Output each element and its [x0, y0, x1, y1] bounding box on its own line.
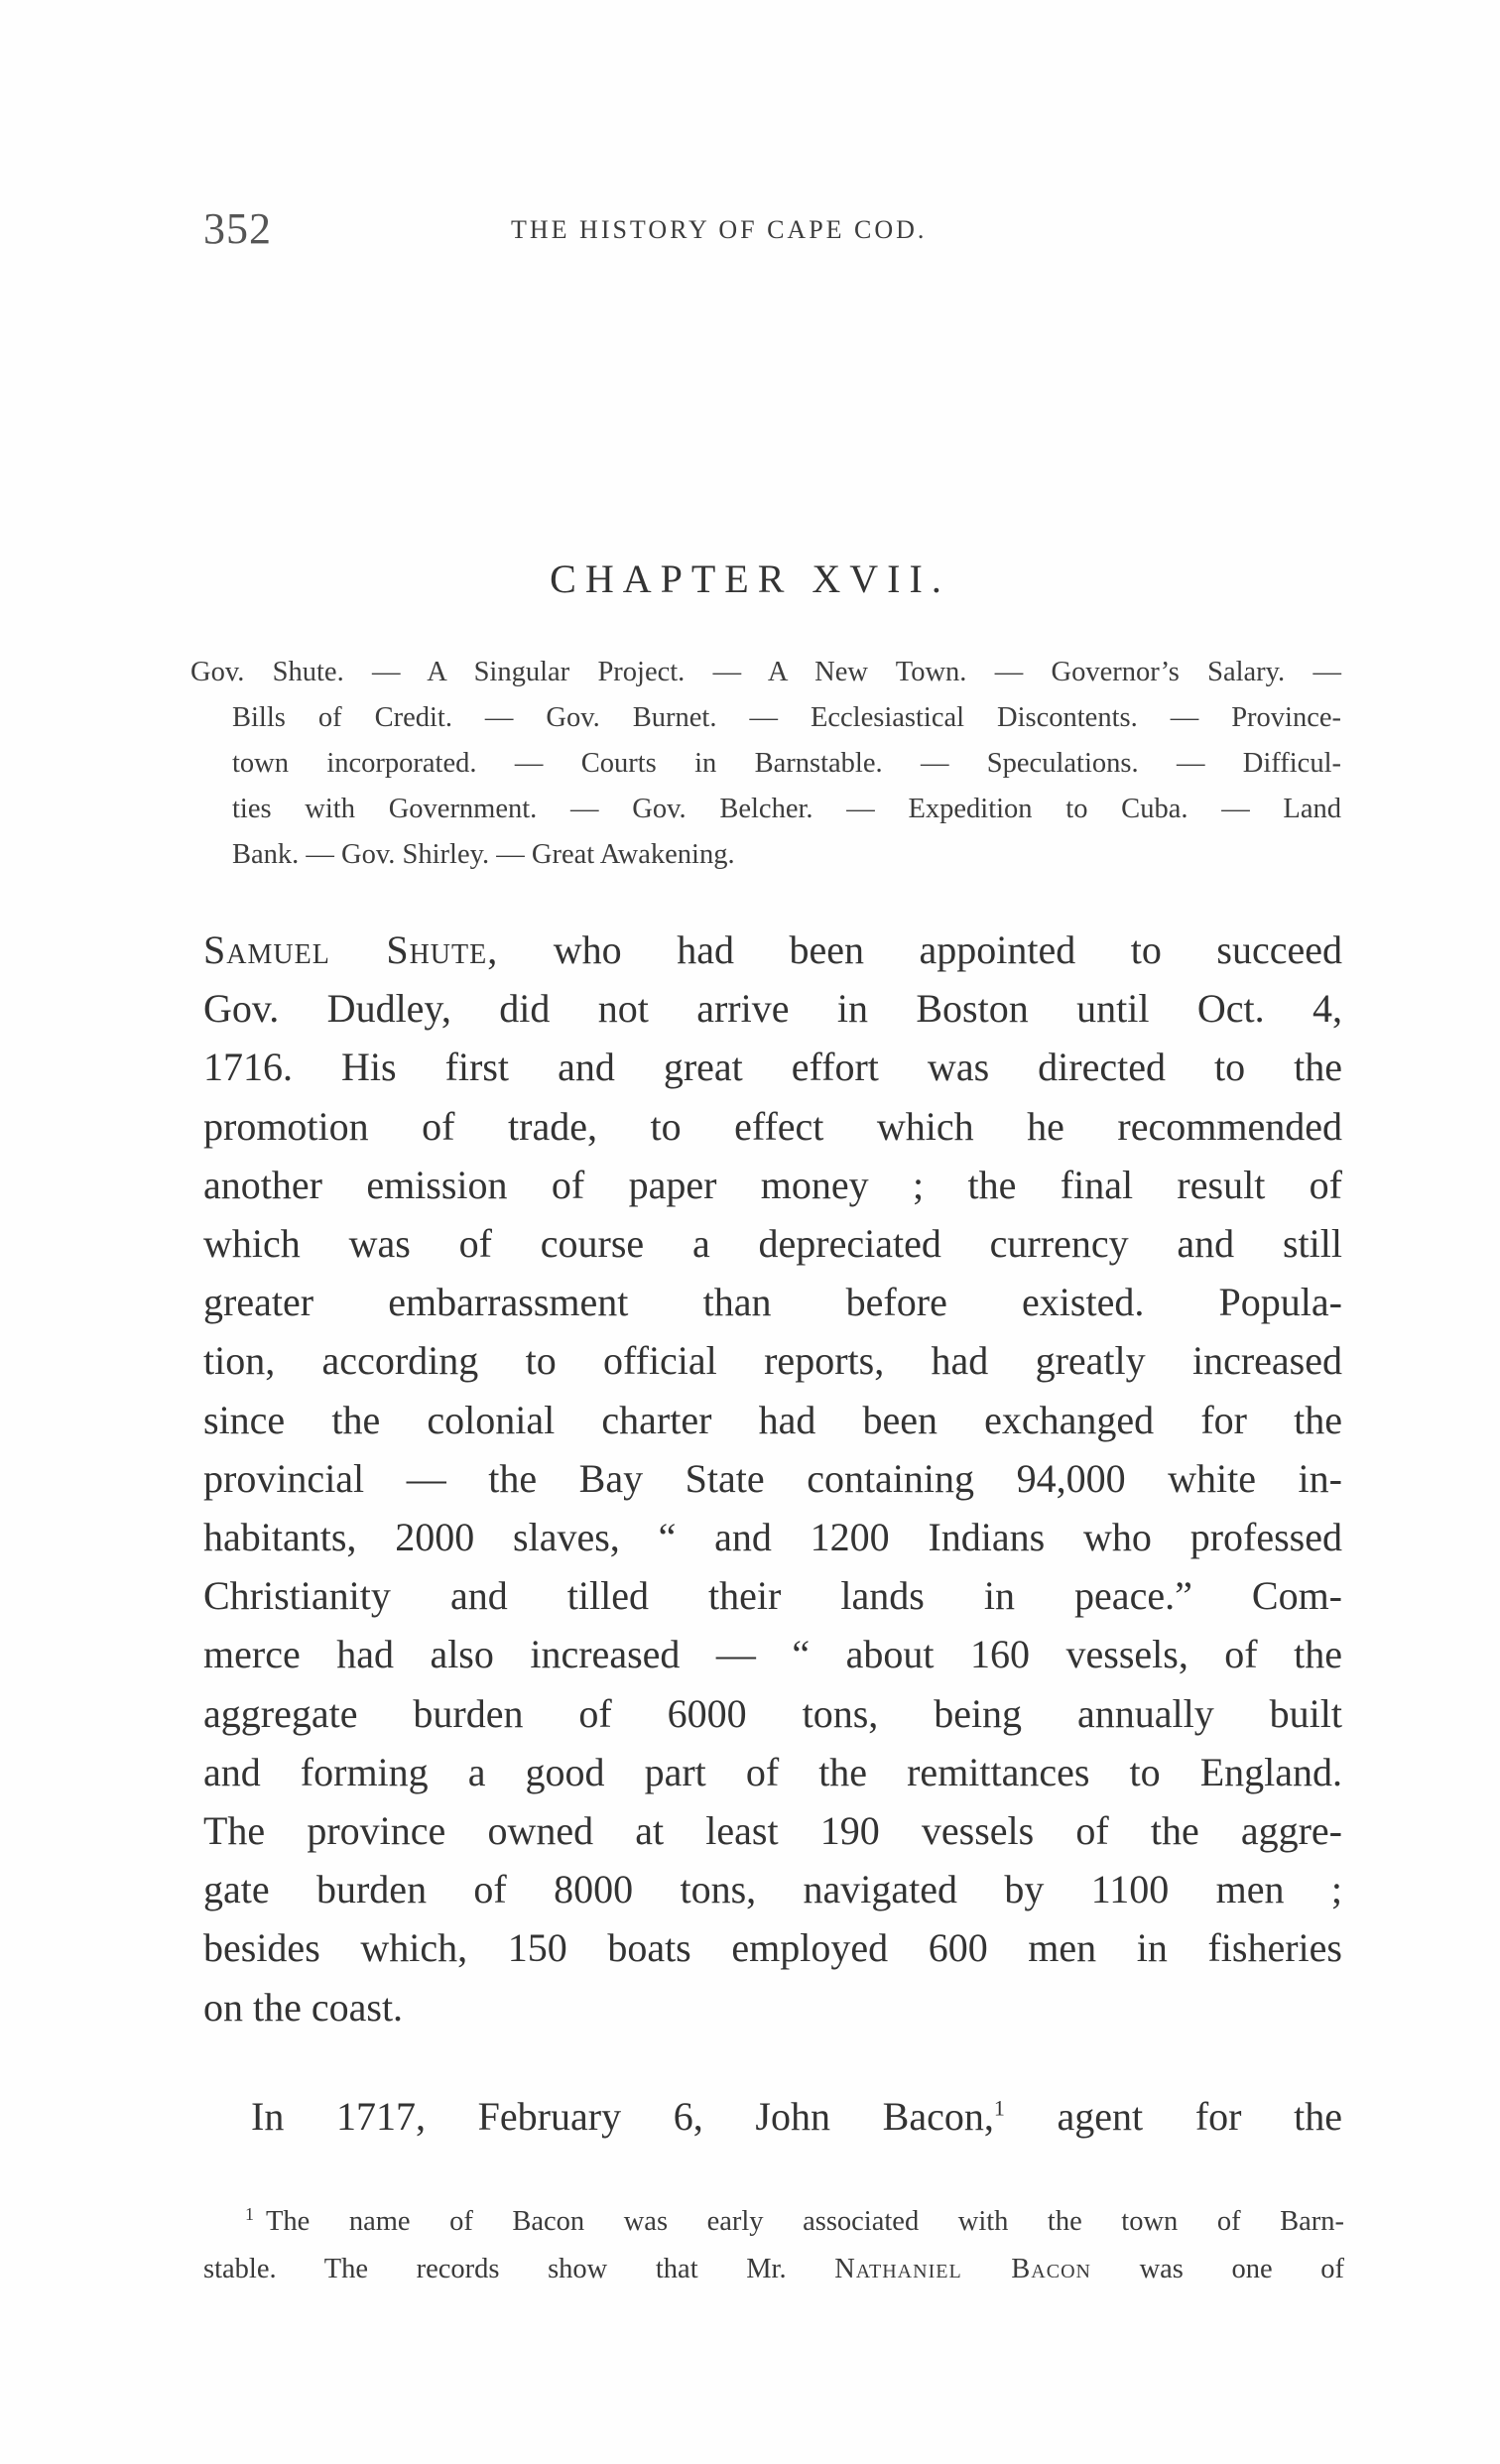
paragraph-line: tion, according to official reports, had greatly increased [203, 1338, 1342, 1384]
paragraph-line-text: agent for the [1004, 2094, 1342, 2139]
chapter-synopsis [190, 650, 1341, 878]
paragraph-line: habitants, 2000 slaves, “ and 1200 Indians who professed [203, 1515, 1342, 1560]
running-head [203, 203, 1344, 253]
footnote-line [203, 2246, 1344, 2293]
paragraph-line-text: who had been appointed to succeed [498, 927, 1343, 972]
footnote-marker: 1 [245, 2203, 254, 2224]
footnote [203, 2198, 1344, 2293]
paragraph-line: another emission of paper money ; the final result of [203, 1162, 1342, 1207]
paragraph-line: since the colonial charter had been exchanged for the [203, 1397, 1342, 1442]
paragraph-line: on the coast. [203, 1984, 404, 2030]
paragraph-line: which was of course a depreciated currency and still [203, 1221, 1342, 1267]
paragraph-line: besides which, 150 boats employed 600 men in fisheries [203, 1925, 1342, 1971]
paragraph-line: gate burden of 8000 tons, navigated by 1100 men ; [203, 1867, 1342, 1912]
paragraph-line: Christianity and tilled their lands in peace.” Com- [203, 1573, 1342, 1619]
synopsis-line: Bills of Credit. — Gov. Burnet. — Ecclesiastical Discontents. — Province- [232, 702, 1341, 733]
paragraph-line-text: In 1717, February 6, John Bacon, [251, 2094, 994, 2139]
footnote-caps-name: Nathaniel Bacon [834, 2254, 1091, 2284]
synopsis-line: Bank. — Gov. Shirley. — Great Awakening. [232, 839, 735, 870]
paragraph-2 [203, 2087, 1342, 2146]
paragraph-line: provincial — the Bay State containing 94,000 white in- [203, 1455, 1342, 1501]
paragraph-line: promotion of trade, to effect which he recommended [203, 1103, 1342, 1149]
footnote-reference: 1 [993, 2095, 1005, 2121]
page-number: 352 [203, 204, 272, 253]
paragraph-line: The province owned at least 190 vessels of the aggre- [203, 1808, 1342, 1854]
paragraph-line: Gov. Dudley, did not arrive in Boston until Oct. 4, [203, 986, 1342, 1032]
paragraph-1 [203, 921, 1342, 2036]
paragraph-line [203, 921, 1342, 979]
paragraph-line: and forming a good part of the remittances to England. [203, 1749, 1342, 1794]
paragraph-line: merce had also increased — “ about 160 vessels, of the [203, 1632, 1342, 1677]
running-title: THE HISTORY OF CAPE COD. [511, 215, 928, 244]
footnote-line [203, 2198, 1344, 2246]
synopsis-line: ties with Government. — Gov. Belcher. — Expedition to Cuba. — Land [232, 794, 1341, 824]
paragraph-line: aggregate burden of 6000 tons, being annually built [203, 1690, 1342, 1736]
paragraph-line: 1716. His first and great effort was directed to the [203, 1045, 1342, 1090]
paragraph-line [203, 2087, 1342, 2146]
synopsis-line: Gov. Shute. — A Singular Project. — A New Town. — Governor’s Salary. — [190, 657, 1341, 687]
footnote-text: stable. The records show that Mr. [203, 2254, 835, 2284]
footnote-text: The name of Bacon was early associated with the town of Barn- [266, 2206, 1344, 2237]
paragraph-lead-caps: Samuel Shute, [203, 927, 499, 972]
paragraph-line: greater embarrassment than before existed. Popula- [203, 1280, 1342, 1325]
synopsis-line: town incorporated. — Courts in Barnstable. — Speculations. — Difficul- [232, 748, 1341, 779]
chapter-heading: CHAPTER XVII. [550, 556, 950, 601]
footnote-text: was one of [1090, 2254, 1345, 2284]
